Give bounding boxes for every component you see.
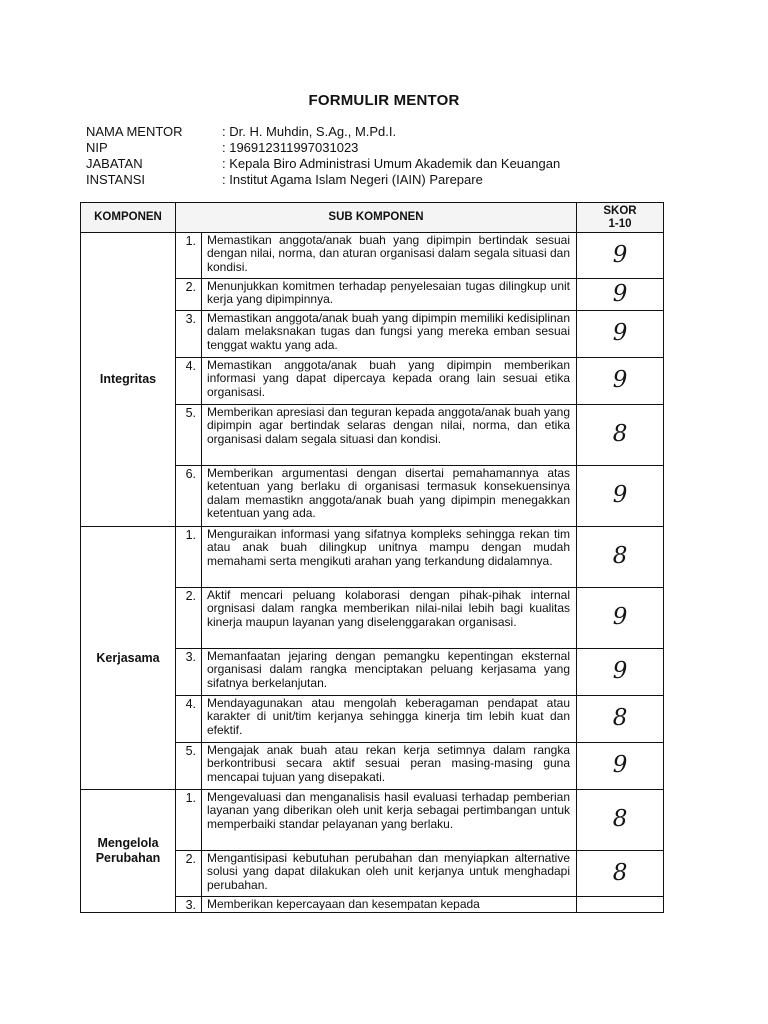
- info-value: : 196912311997031023: [222, 140, 359, 155]
- sub-component-text: Menguraikan informasi yang sifatnya kompleks sehingga rekan tim atau anak buah dilingkup unitnya mampu dengan mudah memahami serta mengikuti arahan yang terkandung didalamnya.: [202, 527, 577, 588]
- sub-component-text: Aktif mencari peluang kolaborasi dengan pihak-pihak internal orgnisasi dalam rangka memberikan nilai-nilai lebih bagi kualitas kinerja maupun layanan yang diselenggarakan organisasi.: [202, 588, 577, 649]
- row-number: 5.: [176, 743, 202, 790]
- info-value: : Dr. H. Muhdin, S.Ag., M.Pd.I.: [222, 124, 397, 139]
- info-row-jabatan: [86, 156, 560, 172]
- sub-component-text: [202, 897, 577, 913]
- info-value: : Kepala Biro Administrasi Umum Akademik dan Keuangan: [222, 156, 561, 171]
- info-label: INSTANSI: [86, 172, 145, 187]
- row-number: 2.: [176, 279, 202, 311]
- score-value: 9: [577, 743, 664, 790]
- score-value: 9: [577, 279, 664, 311]
- row-number: 1.: [176, 527, 202, 588]
- score-value: 9: [577, 588, 664, 649]
- sub-component-text: Mengevaluasi dan menganalisis hasil evaluasi terhadap pemberian layanan yang diberikan oleh unit kerja sebagai pertimbangan untuk memperbaiki standar pelayanan yang berlaku.: [202, 790, 577, 851]
- header-sub-komponen: SUB KOMPONEN: [176, 203, 577, 233]
- score-value: 8: [577, 696, 664, 743]
- sub-component-text: Memastikan anggota/anak buah yang dipimpin memiliki kedisiplinan dalam melaksnakan tugas dan fungsi yang mereka emban sesuai tenggat waktu yang ada.: [202, 311, 577, 358]
- row-number: 3.: [176, 649, 202, 696]
- score-value: 8: [577, 790, 664, 851]
- table-row: [81, 790, 664, 851]
- row-number: 1.: [176, 233, 202, 279]
- row-number: 4.: [176, 358, 202, 405]
- score-value: 9: [577, 649, 664, 696]
- sub-component-text: Mengajak anak buah atau rekan kerja setimnya dalam rangka berkontribusi secara aktif sesuai peran masing-masing guna mencapai tujuan yang disepakati.: [202, 743, 577, 790]
- assessment-table: [80, 202, 664, 913]
- row-number: 3.: [176, 897, 202, 913]
- mentor-info: [86, 124, 560, 188]
- info-label: JABATAN: [86, 156, 143, 171]
- sub-component-text: Memastikan anggota/anak buah yang dipimpin memberikan informasi yang dapat dipercaya kepada orang lain sesuai etika organisasi.: [202, 358, 577, 405]
- row-number: 4.: [176, 696, 202, 743]
- score-value: 9: [577, 358, 664, 405]
- row-number: 3.: [176, 311, 202, 358]
- component-integritas: Integritas: [81, 233, 176, 527]
- component-mengelola-perubahan: Mengelola Perubahan: [81, 790, 176, 913]
- score-value: [577, 897, 664, 913]
- score-value: 8: [577, 851, 664, 897]
- score-value: 8: [577, 405, 664, 466]
- sub-component-text: Memastikan anggota/anak buah yang dipimpin bertindak sesuai dengan nilai, norma, dan aturan organisasi dalam segala situasi dan kondisi.: [202, 233, 577, 279]
- score-value: 9: [577, 466, 664, 527]
- header-skor-line2: 1-10: [608, 217, 632, 230]
- info-label: NIP: [86, 140, 108, 155]
- page-title: FORMULIR MENTOR: [308, 92, 460, 109]
- info-value: : Institut Agama Islam Negeri (IAIN) Parepare: [222, 172, 483, 187]
- info-row-nama: [86, 124, 560, 140]
- header-skor: [577, 203, 664, 233]
- sub-component-text: Mendayagunakan atau mengolah keberagaman pendapat atau karakter di unit/tim kerjanya sehingga kinerja tim lebih kuat dan efektif.: [202, 696, 577, 743]
- info-row-instansi: [86, 172, 560, 188]
- row-number: 2.: [176, 851, 202, 897]
- row-number: 2.: [176, 588, 202, 649]
- row-number: 6.: [176, 466, 202, 527]
- sub-component-text: Mengantisipasi kebutuhan perubahan dan menyiapkan alternative solusi yang dapat dilakukan oleh unit kerjanya untuk menghadapi perubahan.: [202, 851, 577, 897]
- row-number: 1.: [176, 790, 202, 851]
- score-value: 8: [577, 527, 664, 588]
- component-kerjasama: Kerjasama: [81, 527, 176, 790]
- table-row: [81, 527, 664, 588]
- row-number: 5.: [176, 405, 202, 466]
- table-header-row: [81, 203, 664, 233]
- sub-component-text: Memberikan argumentasi dengan disertai pemahamannya atas ketentuan yang berlaku di organisasi termasuk konsekuensinya dalam memastikn anggota/anak buah yang dipimpin menegakkan ketentuan yang ada.: [202, 466, 577, 527]
- header-skor-line1: SKOR: [603, 204, 637, 217]
- cut-off-text: Memberikan kepercayaan dan kesempatan kepada: [207, 898, 480, 910]
- score-value: 9: [577, 233, 664, 279]
- header-komponen: KOMPONEN: [81, 203, 176, 233]
- table-row: [81, 233, 664, 279]
- sub-component-text: Memberikan apresiasi dan teguran kepada anggota/anak buah yang dipimpin agar bertindak selaras dengan nilai, norma, dan etika organisasi dalam segala situasi dan kondisi.: [202, 405, 577, 466]
- info-label: NAMA MENTOR: [86, 124, 183, 139]
- score-value: 9: [577, 311, 664, 358]
- sub-component-text: Memanfaatan jejaring dengan pemangku kepentingan eksternal organisasi dalam rangka menciptakan peluang kerjasama yang sifatnya berkelanjutan.: [202, 649, 577, 696]
- sub-component-text: Menunjukkan komitmen terhadap penyelesaian tugas dilingkup unit kerja yang dipimpinnya.: [202, 279, 577, 311]
- info-row-nip: [86, 140, 560, 156]
